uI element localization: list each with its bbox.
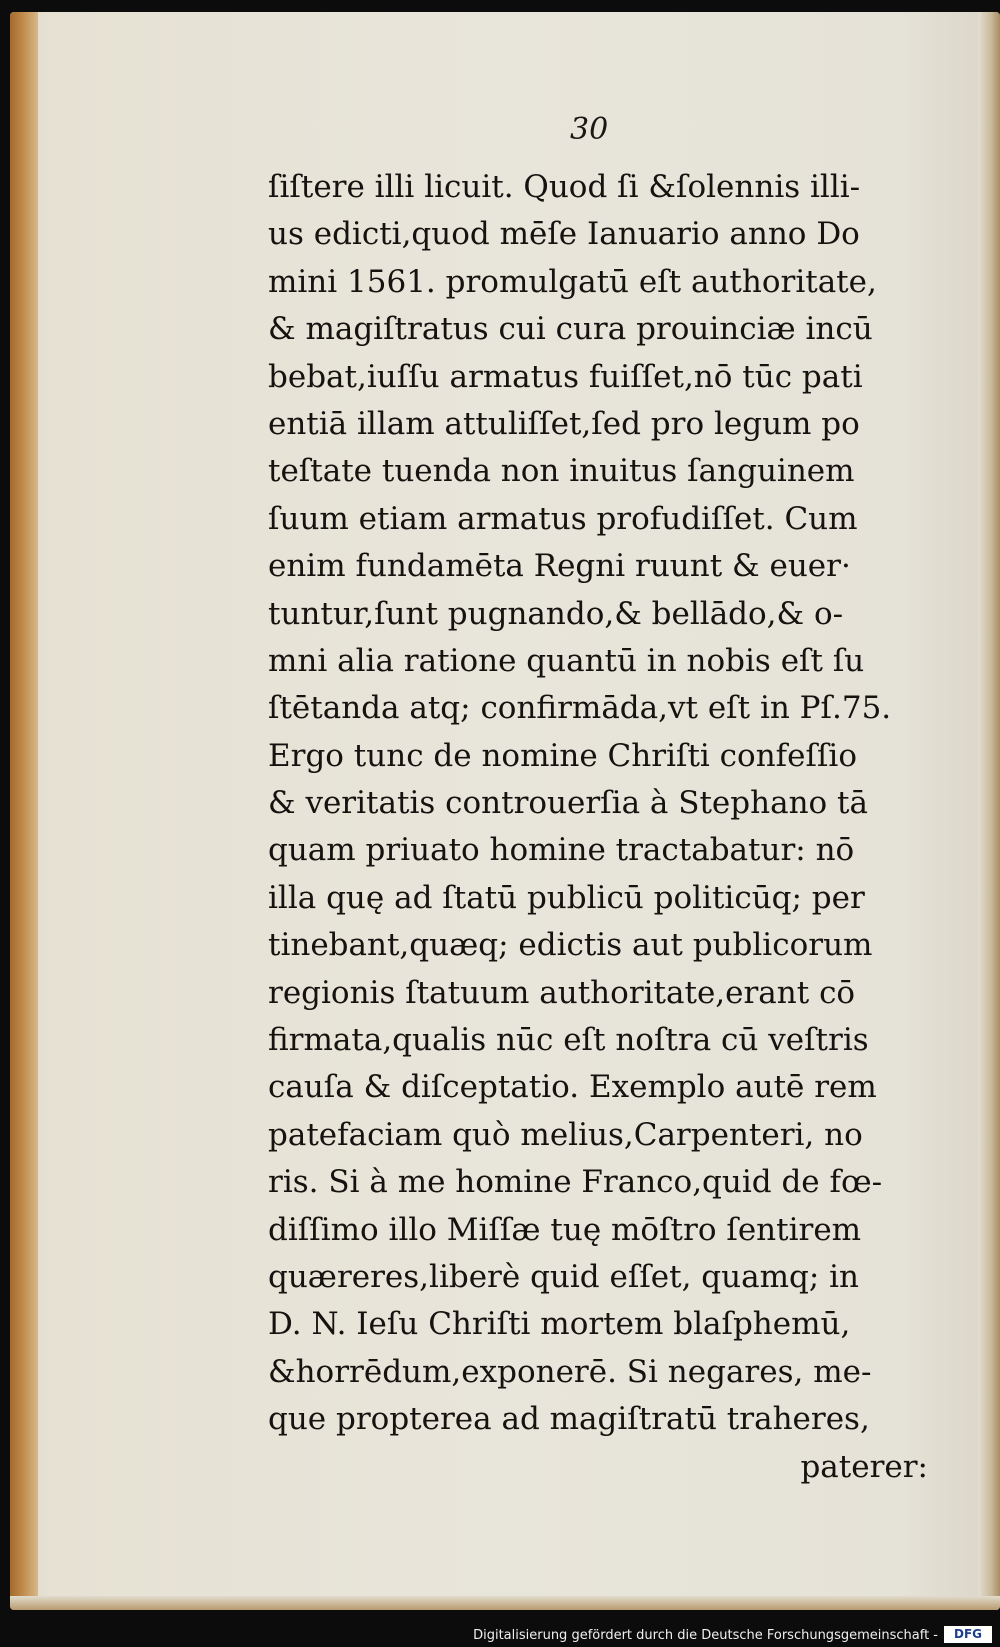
text-line: & magiſtratus cui cura prouinciæ incū xyxy=(268,311,873,348)
catchword: paterer: xyxy=(800,1448,928,1485)
text-line: firmata,qualis nūc eſt noſtra cū veſtris xyxy=(268,1022,869,1059)
text-line: quam priuato homine tractabatur: nō xyxy=(268,832,855,869)
text-line: que propterea ad magiſtratū traheres, xyxy=(268,1401,870,1438)
funding-note: Digitalisierung gefördert durch die Deutsche Forschungsgemeinschaft - xyxy=(473,1628,938,1643)
text-line: ſiſtere illi licuit. Quod ſi &ſolennis illi- xyxy=(268,169,861,205)
text-line: entiā illam attuliſſet,ſed pro legum po xyxy=(268,405,860,442)
book-page xyxy=(10,12,1000,1610)
text-line: ſuum etiam armatus profudiſſet. Cum xyxy=(268,500,858,537)
page-number: 30 xyxy=(570,112,609,147)
page-right-edge xyxy=(978,12,1000,1610)
text-line: bebat,iuſſu armatus fuiſſet,nō tūc pati xyxy=(268,358,863,395)
text-line: & veritatis controuerſia à Stephano tā xyxy=(268,785,868,822)
text-line: regionis ſtatuum authoritate,erant cō xyxy=(268,974,856,1011)
text-line: teſtate tuenda non inuitus ſanguinem xyxy=(268,453,855,490)
dfg-logo: DFG xyxy=(944,1626,992,1643)
text-line: mni alia ratione quantū in nobis eſt ſu xyxy=(268,642,865,679)
text-line: us edicti,quod mēſe Ianuario anno Do xyxy=(268,216,860,253)
text-line: ris. Si à me homine Franco,quid de fœ- xyxy=(268,1164,883,1201)
text-line: quæreres,liberè quid eſſet, quamq; in xyxy=(268,1258,860,1295)
text-line: diſſimo illo Miſſæ tuę mōſtro ſentirem xyxy=(268,1211,862,1248)
text-line: cauſa & diſceptatio. Exemplo autē rem xyxy=(268,1069,877,1106)
text-line: tuntur,ſunt pugnando,& bellādo,& o- xyxy=(268,595,844,632)
page-left-edge xyxy=(10,12,38,1610)
text-line: tinebant,quæq; edictis aut publicorum xyxy=(268,927,873,964)
body-text xyxy=(268,164,928,1491)
text-line: mini 1561. promulgatū eſt authoritate, xyxy=(268,263,877,300)
text-line: &horrēdum,exponerē. Si negares, me- xyxy=(268,1353,872,1390)
text-line: ſtētanda atq; confirmāda,vt eſt in Pſ.75. xyxy=(268,690,892,727)
text-line: illa quę ad ſtatū publicū politicūq; per xyxy=(268,879,865,916)
text-line: Ergo tunc de nomine Chriſti confeſſio xyxy=(268,737,858,774)
page-bottom-edge xyxy=(10,1596,1000,1610)
text-line: enim fundamēta Regni ruunt & euer· xyxy=(268,548,851,585)
text-line: D. N. Ieſu Chriſti mortem blaſphemū, xyxy=(268,1306,851,1343)
text-line: patefaciam quò melius,Carpenteri, no xyxy=(268,1116,863,1153)
